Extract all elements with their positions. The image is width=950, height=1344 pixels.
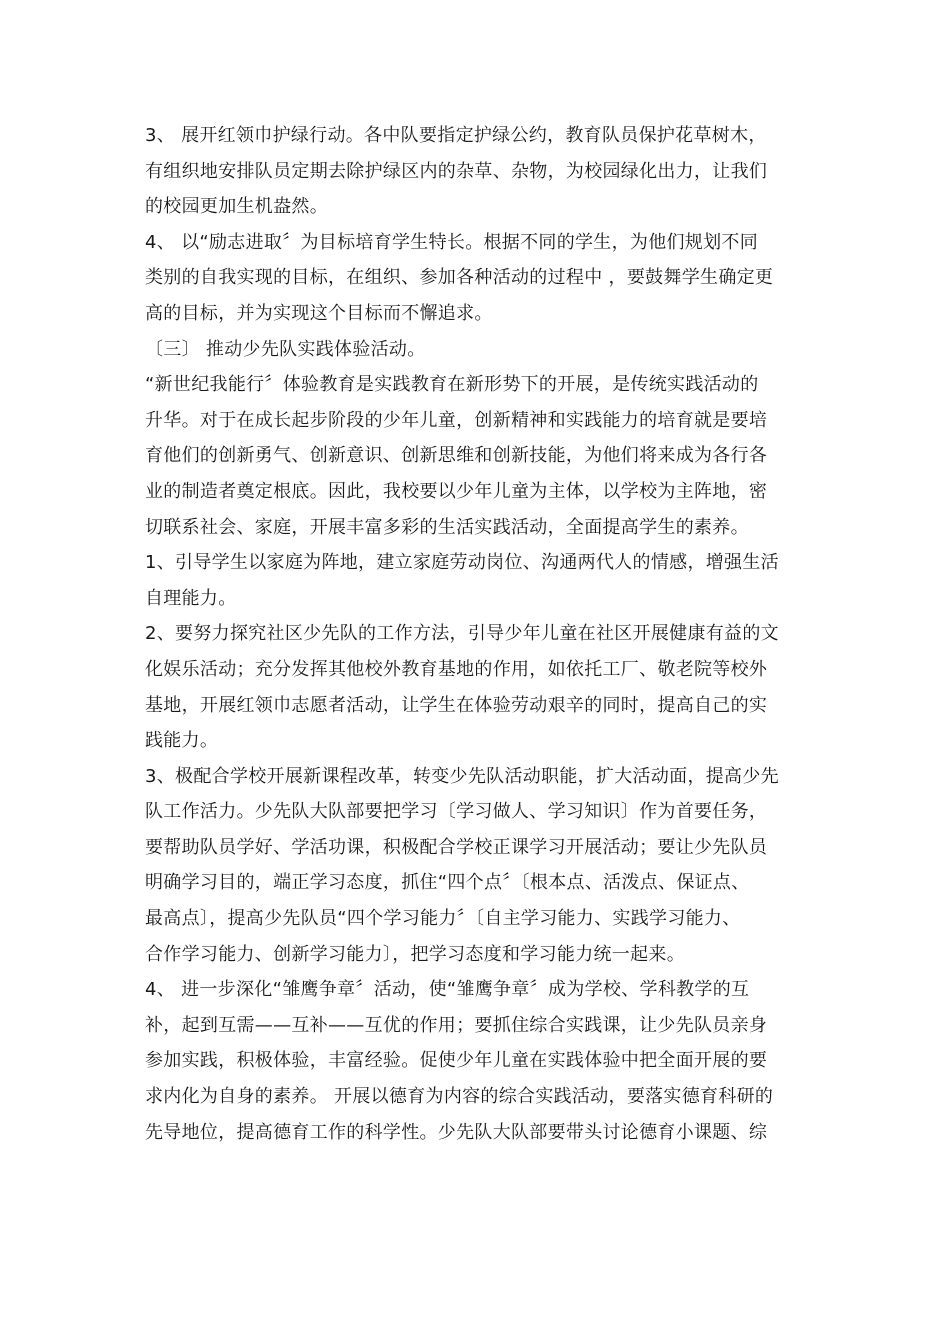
- text-line: 求内化为自身的素养。 开展以德育为内容的综合实践活动，要落实德育科研的: [145, 1086, 774, 1108]
- text-line: 化娱乐活动；充分发挥其他校外教育基地的作用，如依托工厂、敬老院等校外: [145, 658, 768, 680]
- text-line: 参加实践，积极体验，丰富经验。促使少年儿童在实践体验中把全面开展的要: [145, 1050, 768, 1072]
- text-line: 3、 展开红领巾护绿行动。各中队要指定护绿公约，教育队员保护花草树木，: [145, 125, 767, 146]
- text-line: 要帮助队员学好、学活功课，积极配合学校正课学习开展活动；要让少先队员: [145, 836, 768, 858]
- text-line: 高的目标，并为实现这个目标而不懈追求。: [145, 302, 493, 324]
- text-line: 升华。对于在成长起步阶段的少年儿童，创新精神和实践能力的培育就是要培: [145, 409, 768, 431]
- text-line: 4、 以“励志进取〞为目标培育学生特长。根据不同的学生，为他们规划不同: [145, 231, 758, 253]
- text-line: 切联系社会、家庭，开展丰富多彩的生活实践活动，全面提高学生的素养。: [145, 516, 749, 538]
- text-line: 育他们的创新勇气、创新意识、创新思维和创新技能，为他们将来成为各行各: [145, 445, 768, 467]
- text-line: 自理能力。: [145, 587, 237, 609]
- text-line: 类别的自我实现的目标，在组织、参加各种活动的过程中 ，要鼓舞学生确定更: [145, 267, 774, 289]
- text-line: “新世纪我能行〞体验教育是实践教育在新形势下的开展，是传统实践活动的: [145, 374, 759, 396]
- body-text: [145, 118, 813, 1150]
- text-line: 践能力。: [145, 730, 219, 752]
- text-line: 4、 进一步深化“雏鹰争章〞活动，使“雏鹰争章〞成为学校、学科教学的互: [145, 979, 750, 1001]
- text-line: 队工作活力。少先队大队部要把学习〔学习做人、学习知识〕作为首要任务，: [145, 801, 768, 823]
- text-line: 补，起到互需——互补——互优的作用；要抓住综合实践课，让少先队员亲身: [145, 1014, 768, 1036]
- text-line: 2、要努力探究社区少先队的工作方法，引导少年儿童在社区开展健康有益的文: [145, 623, 779, 645]
- text-line: 明确学习目的，端正学习态度，抓住“四个点〞〔根本点、活泼点、保证点、: [145, 872, 750, 894]
- text-line: 业的制造者奠定根底。因此，我校要以少年儿童为主体，以学校为主阵地，密: [145, 480, 768, 502]
- text-line: 先导地位，提高德育工作的科学性。少先队大队部要带头讨论德育小课题、综: [145, 1121, 768, 1143]
- section-heading: 〔三〕 推动少先队实践体验活动。: [145, 338, 426, 360]
- text-line: 的校园更加生机盎然。: [145, 196, 328, 218]
- text-line: 基地，开展红领巾志愿者活动，让学生在体验劳动艰辛的同时，提高自己的实: [145, 694, 768, 716]
- text-line: 有组织地安排队员定期去除护绿区内的杂草、杂物，为校园绿化出力，让我们: [145, 160, 768, 182]
- text-line: 合作学习能力、创新学习能力〕，把学习态度和学习能力统一起来。: [145, 943, 685, 965]
- text-line: 3、极配合学校开展新课程改革，转变少先队活动职能，扩大活动面，提高少先: [145, 765, 779, 787]
- text-line: 1、引导学生以家庭为阵地，建立家庭劳动岗位、沟通两代人的情感，增强生活: [145, 552, 779, 574]
- text-line: 最高点〕，提高少先队员“四个学习能力〞〔自主学习能力、实践学习能力、: [145, 908, 741, 930]
